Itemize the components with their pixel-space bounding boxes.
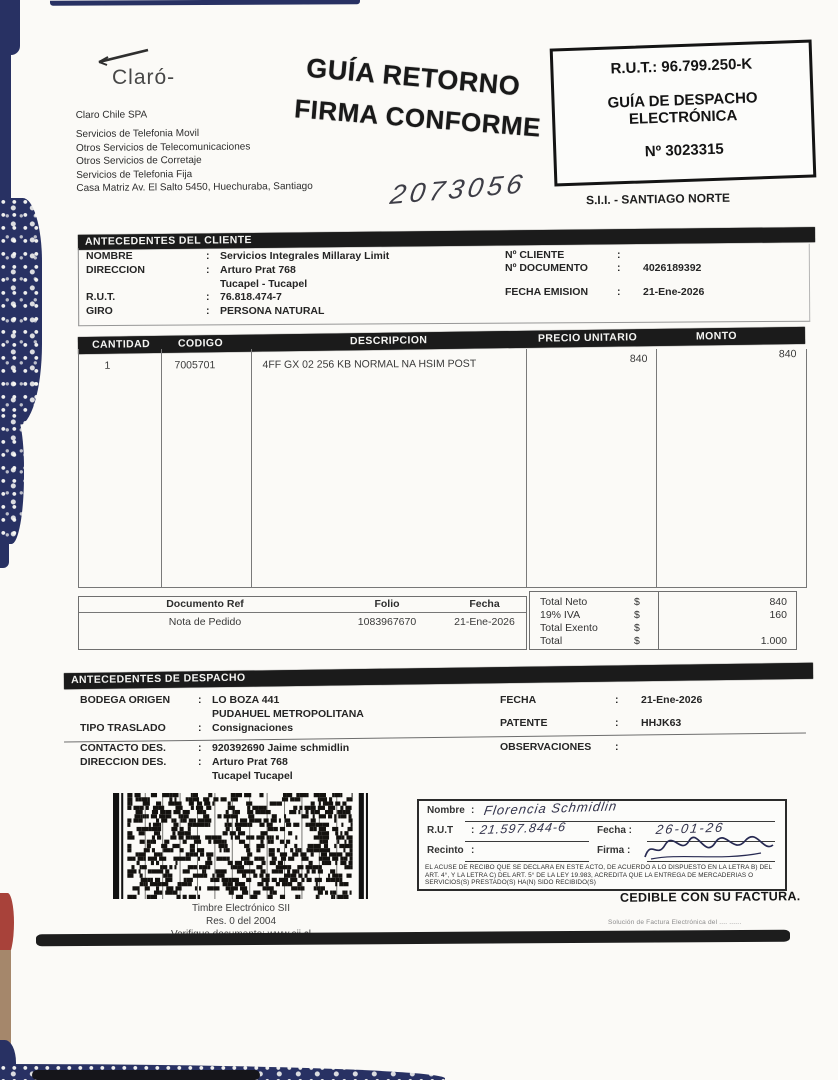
client-field-row <box>86 291 389 305</box>
firma-label: Firma : <box>597 845 631 856</box>
field-separator: : <box>617 286 621 298</box>
timbre-line: Res. 0 del 2004 <box>205 916 277 927</box>
dispatch-field-row <box>500 741 820 755</box>
field-value: LO BOZA 441 <box>212 694 280 706</box>
field-separator: : <box>615 740 619 753</box>
scan-edge-left-upper <box>0 50 11 212</box>
sii-office: S.I.I. - SANTIAGO NORTE <box>585 190 731 208</box>
field-label: BODEGA ORIGEN <box>80 694 171 706</box>
nombre-handwritten: Florencia Schmidlin <box>483 798 619 818</box>
field-separator: : <box>206 291 210 304</box>
scan-edge-left-tail <box>0 538 9 568</box>
ref-header-fecha: Fecha <box>469 598 500 610</box>
rut-value: R.U.T.: 96.799.250-K <box>610 55 753 78</box>
client-field-row <box>505 249 805 262</box>
total-value: 160 <box>769 609 787 621</box>
client-fields <box>86 250 389 319</box>
field-separator: : <box>617 262 621 274</box>
company-info <box>76 107 313 195</box>
field-value: PERSONA NATURAL <box>220 305 325 318</box>
total-value: 840 <box>769 596 787 608</box>
cedible-note: CEDIBLE CON SU FACTURA. <box>619 889 801 905</box>
reference-row <box>79 615 526 630</box>
dispatch-field-row <box>80 770 364 784</box>
total-row <box>530 596 796 609</box>
field-separator: : <box>206 305 210 318</box>
field-value: Consignaciones <box>212 721 294 734</box>
handwritten-number: 2073056 <box>388 168 529 211</box>
reference-table <box>78 596 527 650</box>
doc-type-line2: ELECTRÓNICA <box>628 107 738 128</box>
doc-type-line1: GUÍA DE DESPACHO <box>607 89 758 112</box>
dispatch-field-row <box>80 742 364 756</box>
field-label: FECHA <box>500 694 537 706</box>
field-value: HHJK63 <box>641 717 682 730</box>
total-label: Total Exento <box>540 622 598 634</box>
currency-symbol: $ <box>634 596 640 608</box>
field-separator: : <box>198 742 202 755</box>
provider-note: Solución de Factura Electrónica del .... ...... <box>608 919 742 926</box>
ref-doc: Nota de Pedido <box>168 616 242 628</box>
field-value: 21-Ene-2026 <box>643 286 705 298</box>
stamp-title-firma-conforme: FIRMA CONFORME <box>293 93 543 143</box>
rut-handwritten: 21.597.844-6 <box>479 820 568 837</box>
scan-edge-left-mid <box>0 198 42 426</box>
claro-swoosh-icon <box>92 46 152 68</box>
client-field-row <box>86 305 389 319</box>
fecha-label: Fecha : <box>597 825 633 836</box>
total-label: Total <box>540 635 563 647</box>
item-row <box>78 347 806 589</box>
company-line: Casa Matriz Av. El Salto 5450, Huechuraba, Santiago <box>76 180 313 195</box>
rut-line <box>465 841 589 842</box>
field-label: R.U.T. <box>86 291 116 304</box>
field-label: OBSERVACIONES <box>500 740 592 753</box>
field-separator: : <box>198 756 202 769</box>
field-value: 4026189392 <box>643 262 702 274</box>
scan-edge-top-corner <box>0 0 20 55</box>
items-table-body <box>78 349 807 588</box>
item-descripcion: 4FF GX 02 256 KB NORMAL NA HSIM POST <box>262 357 477 371</box>
field-value: Servicios Integrales Millaray Limit <box>220 250 390 262</box>
client-field-row <box>505 262 805 275</box>
field-separator: : <box>615 717 619 730</box>
column-header-cantidad: CANTIDAD <box>91 338 151 351</box>
total-row <box>530 635 796 648</box>
dispatch-field-row <box>500 694 820 708</box>
total-row <box>530 609 796 622</box>
scan-edge-left-lower <box>0 412 24 544</box>
field-separator: : <box>471 805 475 816</box>
field-value: 920392690 Jaime schmidlin <box>212 742 350 755</box>
timbre-line: Timbre Electrónico SII <box>192 903 290 914</box>
ref-header-documento: Documento Ref <box>166 598 244 610</box>
field-value: Tucapel - Tucapel <box>220 277 308 290</box>
totals-divider <box>658 592 659 649</box>
dispatch-field-row <box>80 722 364 736</box>
nombre-label: Nombre <box>427 805 465 816</box>
dispatch-field-row <box>80 708 364 722</box>
total-label: 19% IVA <box>540 609 581 621</box>
reference-table-headers <box>79 597 526 613</box>
receipt-box <box>417 799 787 891</box>
rut-label: R.U.T <box>427 825 454 836</box>
stamp-title-guia-retorno: GUÍA RETORNO <box>305 52 522 102</box>
field-value: Tucapel Tucapel <box>212 769 293 782</box>
field-value: Arturo Prat 768 <box>220 263 296 276</box>
currency-symbol: $ <box>634 609 640 621</box>
company-line: Otros Servicios de Telecomunicaciones <box>75 141 251 154</box>
total-value: 1.000 <box>760 635 787 647</box>
recinto-line <box>465 861 589 862</box>
scan-edge-red-patch <box>0 893 14 957</box>
client-field-row <box>505 286 805 299</box>
dispatch-section-header: ANTECEDENTES DE DESPACHO <box>64 663 813 689</box>
company-line: Servicios de Telefonia Fija <box>76 168 193 181</box>
legal-text: EL ACUSE DE RECIBO QUE SE DECLARA EN ESTE ACTO, DE ACUERDO A LO DISPUESTO EN LA LETRA B) DEL ART. 4°, Y LA LETRA C) DEL ART. 5° DE LA LEY 19.983, ACREDITA QUE LA ENTREGA DE MERCADERIAS O SERVICIOS(S) PRESTADO(S) HA(N) SIDO RECIBIDO(S) <box>425 864 772 887</box>
signature-icon <box>641 835 777 863</box>
field-separator: : <box>198 721 202 734</box>
field-separator: : <box>615 694 619 706</box>
field-label: PATENTE <box>500 717 548 730</box>
field-separator: : <box>471 845 475 856</box>
sii-barcode <box>113 793 369 899</box>
column-header-precio-unitario: PRECIO UNITARIO <box>537 331 638 345</box>
field-label: FECHA EMISION <box>505 286 589 298</box>
total-row <box>530 622 796 635</box>
field-separator: : <box>471 825 475 836</box>
dispatch-field-row <box>500 717 820 731</box>
field-separator: : <box>198 694 202 706</box>
doc-folio: Nº 3023315 <box>644 140 725 161</box>
total-label: Total Neto <box>540 596 588 608</box>
ref-fecha: 21-Ene-2026 <box>454 616 515 628</box>
field-label: CONTACTO DES. <box>80 742 166 755</box>
currency-symbol: $ <box>634 635 640 647</box>
column-header-codigo: CODIGO <box>177 337 224 350</box>
currency-symbol: $ <box>634 622 640 634</box>
client-field-row <box>86 264 389 278</box>
field-value: PUDAHUEL METROPOLITANA <box>212 707 364 720</box>
client-section-header: ANTECEDENTES DEL CLIENTE <box>78 227 815 250</box>
column-header-descripcion: DESCRIPCION <box>349 334 428 348</box>
field-separator: : <box>206 263 210 276</box>
scan-edge-bottom-black-blob <box>32 1070 260 1080</box>
ref-header-folio: Folio <box>374 598 400 610</box>
field-value: Arturo Prat 768 <box>212 756 288 769</box>
recinto-label: Recinto <box>427 845 464 856</box>
firma-line <box>647 861 775 862</box>
field-label: Nº DOCUMENTO <box>505 262 588 274</box>
fecha-handwritten: 26-01-26 <box>655 819 726 837</box>
item-cantidad: 1 <box>104 359 111 372</box>
field-label: DIRECCION <box>86 263 145 276</box>
dispatch-field-row <box>80 756 364 770</box>
field-value: 76.818.474-7 <box>220 291 282 304</box>
rut-box <box>550 39 817 186</box>
item-monto: 840 <box>778 348 797 361</box>
dispatch-field-row <box>80 694 364 708</box>
dispatch-right-fields <box>500 694 820 754</box>
item-codigo: 7005701 <box>174 359 216 372</box>
client-right-fields <box>505 249 805 299</box>
client-field-row <box>86 250 389 264</box>
scan-edge-top-strip <box>50 0 360 6</box>
item-precio: 840 <box>629 352 648 366</box>
company-line: Servicios de Telefonia Movil <box>75 128 200 141</box>
column-header-monto: MONTO <box>695 329 737 343</box>
field-label: NOMBRE <box>86 250 133 262</box>
ref-folio: 1083967670 <box>357 616 417 628</box>
field-label: GIRO <box>86 305 113 318</box>
company-name: Claro Chile SPA <box>75 109 148 122</box>
total-value <box>658 622 796 635</box>
company-line: Otros Servicios de Corretaje <box>76 155 202 168</box>
field-label: DIRECCION DES. <box>80 756 167 769</box>
field-separator: : <box>617 249 621 261</box>
field-separator: : <box>206 250 210 262</box>
claro-logo: Claró- <box>112 66 176 89</box>
totals-box <box>529 591 797 650</box>
field-label: TIPO TRASLADO <box>80 721 166 734</box>
field-label: Nº CLIENTE <box>505 249 565 261</box>
field-value: 21-Ene-2026 <box>641 694 703 706</box>
client-field-row <box>86 278 389 292</box>
